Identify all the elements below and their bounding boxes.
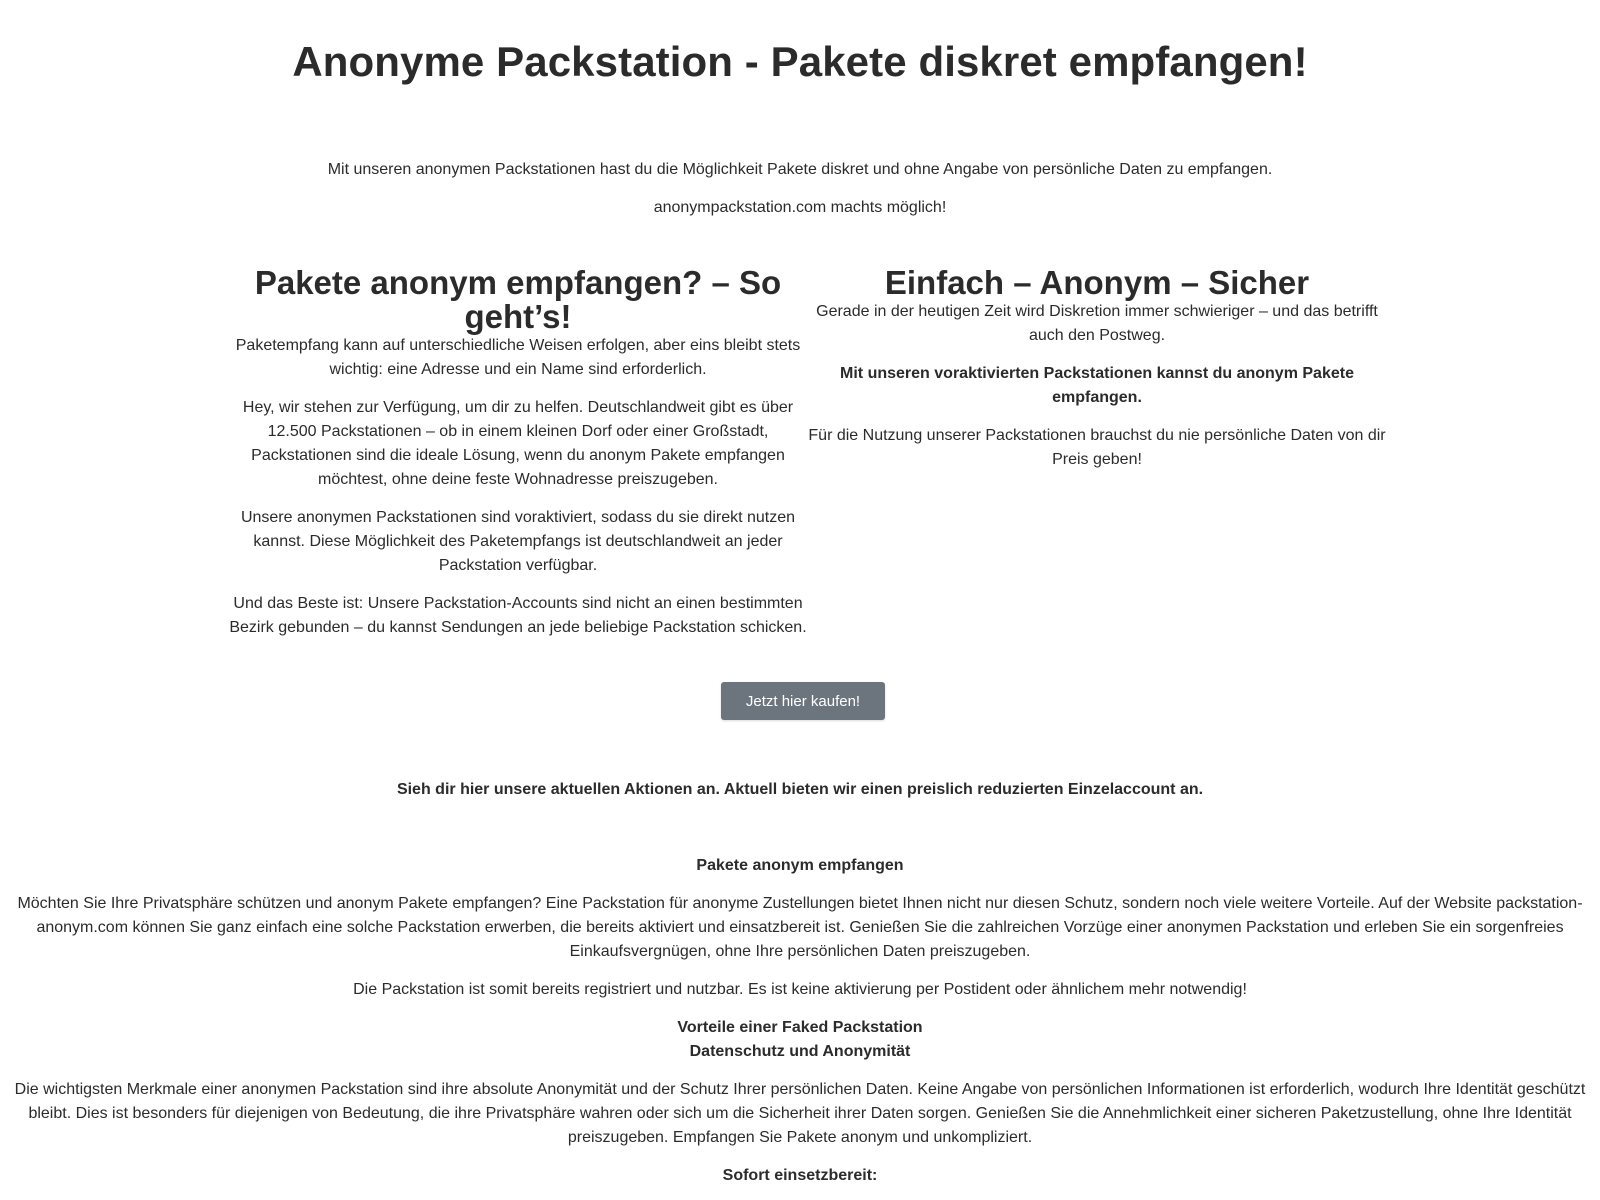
how-it-works-paragraph: Unsere anonymen Packstationen sind voraktiviert, sodass du sie direkt nutzen kannst. Diese Möglichkeit des Paketempfangs ist deutschlandweit an jeder Packstation verfügbar.: [240, 509, 796, 574]
page-title: Anonyme Packstation - Pakete diskret empfangen!: [292, 38, 1308, 85]
intro-tagline: anonympackstation.com machts möglich!: [653, 199, 947, 216]
receive-anonymously-section: [14, 854, 1586, 1200]
advantages-title: Vorteile einer Faked Packstation: [677, 1019, 923, 1036]
no-personal-data-paragraph: Für die Nutzung unserer Packstationen brauchst du nie persönliche Daten von dir Preis geben!: [808, 427, 1386, 468]
section-paragraph: Die wichtigsten Merkmale einer anonymen Packstation sind ihre absolute Anonymität und der Schutz Ihrer persönlichen Daten. Keine Angabe von persönlichen Informationen ist erforderlich, wodurch Ihre Identität geschützt bleibt. Dies ist besonders für diejenigen von Bedeutung, die ihre Privatsphäre wahren oder sich um die Sicherheit ihrer Daten sorgen. Genießen Sie die Annehmlichkeit einer sicheren Paketzustellung, ohne Ihre Identität preiszugeben. Empfangen Sie Pakete anonym und unkompliziert.: [14, 1081, 1586, 1146]
section-paragraph: Die Packstation ist somit bereits registriert und nutzbar. Es ist keine aktivierung per Postident oder ähnlichem mehr notwendig!: [353, 981, 1247, 998]
how-it-works-paragraph: Hey, wir stehen zur Verfügung, um dir zu helfen. Deutschlandweit gibt es über 12.500 Packstationen – ob in einem kleinen Dorf oder einer Großstadt, Packstationen sind die ideale Lösung, wenn du anonym Pakete empfangen möchtest, ohne deine feste Wohnadresse preiszugeben.: [242, 399, 794, 488]
intro-section: [0, 158, 1600, 234]
privacy-title: Datenschutz und Anonymität: [689, 1043, 911, 1060]
how-it-works-paragraph: Und das Beste ist: Unsere Packstation-Accounts sind nicht an einen bestimmten Bezirk gebunden – du kannst Sendungen an jede beliebige Packstation schicken.: [229, 595, 807, 636]
simple-anonymous-secure-heading: Einfach – Anonym – Sicher: [884, 264, 1310, 301]
preactivated-paragraph: Mit unseren voraktivierten Packstationen kannst du anonym Pakete empfangen.: [840, 365, 1354, 406]
how-it-works-column: [228, 266, 808, 654]
promo-text: Sieh dir hier unsere aktuellen Aktionen an. Aktuell bieten wir einen preislich reduzierten Einzelaccount an.: [396, 781, 1204, 798]
intro-text: Mit unseren anonymen Packstationen hast du die Möglichkeit Pakete diskret und ohne Angabe von persönliche Daten zu empfangen.: [327, 161, 1273, 178]
buy-now-button[interactable]: Jetzt hier kaufen!: [721, 682, 885, 720]
section-title: Pakete anonym empfangen: [696, 857, 904, 874]
ready-title: Sofort einsetzbereit:: [722, 1167, 878, 1184]
simple-anonymous-secure-column: [806, 266, 1388, 486]
discretion-paragraph: Gerade in der heutigen Zeit wird Diskretion immer schwieriger – und das betrifft auch den Postweg.: [816, 303, 1378, 344]
how-it-works-heading: Pakete anonym empfangen? – So geht’s!: [254, 264, 782, 335]
section-paragraph: Möchten Sie Ihre Privatsphäre schützen und anonym Pakete empfangen? Eine Packstation für anonyme Zustellungen bietet Ihnen nicht nur diesen Schutz, sondern noch viele weitere Vorteile. Auf der Website packstation-anonym.com können Sie ganz einfach eine solche Packstation erwerben, die bereits aktiviert und einsatzbereit ist. Genießen Sie die zahlreichen Vorzüge einer anonymen Packstation und erleben Sie ein sorgenfreies Einkaufsvergnügen, ohne Ihre persönlichen Daten preiszugeben.: [17, 895, 1583, 960]
advantages-subheadings: [14, 1016, 1586, 1064]
how-it-works-paragraph: Paketempfang kann auf unterschiedliche Weisen erfolgen, aber eins bleibt stets wichtig: eine Adresse und ein Name sind erforderlich.: [235, 337, 801, 378]
